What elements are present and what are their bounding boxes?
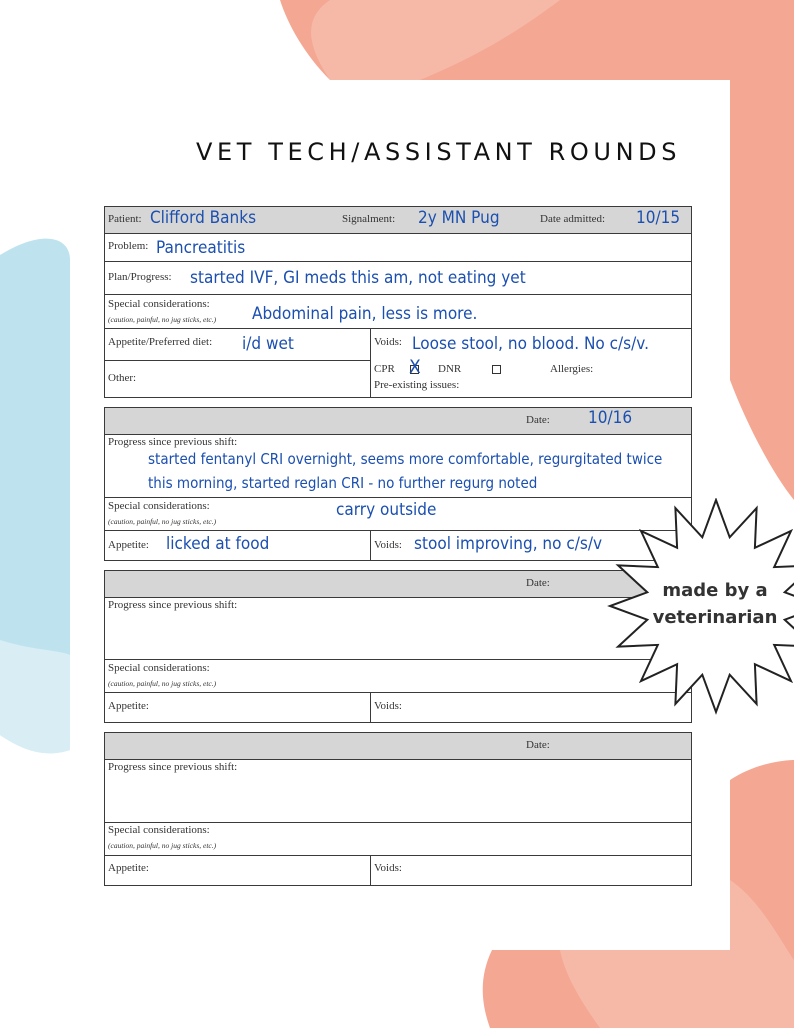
date-admitted-label: Date admitted:: [540, 213, 606, 225]
column-divider: [370, 328, 371, 397]
shift-special-value[interactable]: carry outside: [336, 500, 437, 520]
shift-special-label: Special considerations:: [108, 662, 210, 674]
shift-appetite-label: Appetite:: [108, 700, 149, 712]
divider: [105, 659, 691, 660]
shift-date-label: Date:: [526, 739, 550, 751]
shift-appetite-value[interactable]: licked at food: [166, 534, 270, 554]
divider: [105, 530, 691, 531]
divider: [105, 692, 691, 693]
dnr-label: DNR: [438, 363, 462, 375]
signalment-label: Signalment:: [342, 213, 396, 225]
divider: [105, 261, 691, 262]
divider: [105, 233, 691, 234]
column-divider: [370, 855, 371, 885]
page-title: VET TECH/ASSISTANT ROUNDS: [196, 138, 682, 166]
badge-text: [640, 577, 790, 631]
divider: [105, 759, 691, 760]
plan-value[interactable]: started IVF, GI meds this am, not eating yet: [190, 268, 526, 288]
shift-voids-label: Voids:: [374, 700, 402, 712]
other-label: Other:: [108, 372, 137, 384]
column-divider: [370, 530, 371, 560]
shift-special-label: Special considerations:: [108, 824, 210, 836]
cpr-label: CPR: [374, 363, 395, 375]
date-admitted-value[interactable]: 10/15: [636, 208, 681, 228]
divider: [105, 360, 370, 361]
special-sub-label: (caution, painful, no jug sticks, etc.): [108, 315, 217, 324]
shift-appetite-label: Appetite:: [108, 862, 149, 874]
shift-special-sub-label: (caution, painful, no jug sticks, etc.): [108, 679, 217, 688]
allergies-label: Allergies:: [550, 363, 594, 375]
aqua-wash-left-light: [0, 640, 70, 753]
appetite-value[interactable]: i/d wet: [242, 334, 294, 354]
divider: [105, 497, 691, 498]
shift-progress-label: Progress since previous shift:: [108, 761, 238, 773]
problem-value[interactable]: Pancreatitis: [156, 238, 246, 258]
preexisting-label: Pre-existing issues:: [374, 379, 460, 391]
problem-label: Problem:: [108, 240, 149, 252]
divider: [105, 328, 691, 329]
column-divider: [370, 692, 371, 722]
voids-value[interactable]: Loose stool, no blood. No c/s/v.: [412, 334, 650, 354]
special-label: Special considerations:: [108, 298, 210, 310]
signalment-value[interactable]: 2y MN Pug: [418, 208, 500, 228]
divider: [105, 434, 691, 435]
shift-date-value[interactable]: 10/16: [588, 408, 633, 428]
shift-voids-label: Voids:: [374, 862, 402, 874]
divider: [105, 294, 691, 295]
shift-appetite-label: Appetite:: [108, 539, 149, 551]
shift-header-shade: [105, 733, 691, 759]
shift-special-sub-label: (caution, painful, no jug sticks, etc.): [108, 841, 217, 850]
shift-progress-line[interactable]: this morning, started reglan CRI - no further regurg noted: [148, 474, 538, 492]
special-value[interactable]: Abdominal pain, less is more.: [252, 304, 478, 324]
patient-label: Patient:: [108, 213, 142, 225]
shift-special-label: Special considerations:: [108, 500, 210, 512]
shift-date-label: Date:: [526, 414, 550, 426]
voids-label: Voids:: [374, 336, 402, 348]
patient-value[interactable]: Clifford Banks: [150, 208, 257, 228]
shift-progress-label: Progress since previous shift:: [108, 436, 238, 448]
badge-line: veterinarian: [652, 607, 778, 628]
shift-progress-label: Progress since previous shift:: [108, 599, 238, 611]
cpr-mark: X: [409, 356, 421, 378]
badge-line: made by a: [662, 580, 768, 601]
shift-date-label: Date:: [526, 577, 550, 589]
plan-label: Plan/Progress:: [108, 271, 172, 283]
shift-voids-value[interactable]: stool improving, no c/s/v: [414, 534, 603, 554]
divider: [105, 855, 691, 856]
dnr-checkbox[interactable]: [492, 365, 501, 374]
divider: [105, 597, 691, 598]
divider: [105, 822, 691, 823]
shift-header-shade: [105, 571, 691, 597]
shift-voids-label: Voids:: [374, 539, 402, 551]
appetite-label: Appetite/Preferred diet:: [108, 336, 213, 348]
shift-special-sub-label: (caution, painful, no jug sticks, etc.): [108, 517, 217, 526]
shift-progress-line[interactable]: started fentanyl CRI overnight, seems more comfortable, regurgitated twice: [148, 450, 663, 468]
